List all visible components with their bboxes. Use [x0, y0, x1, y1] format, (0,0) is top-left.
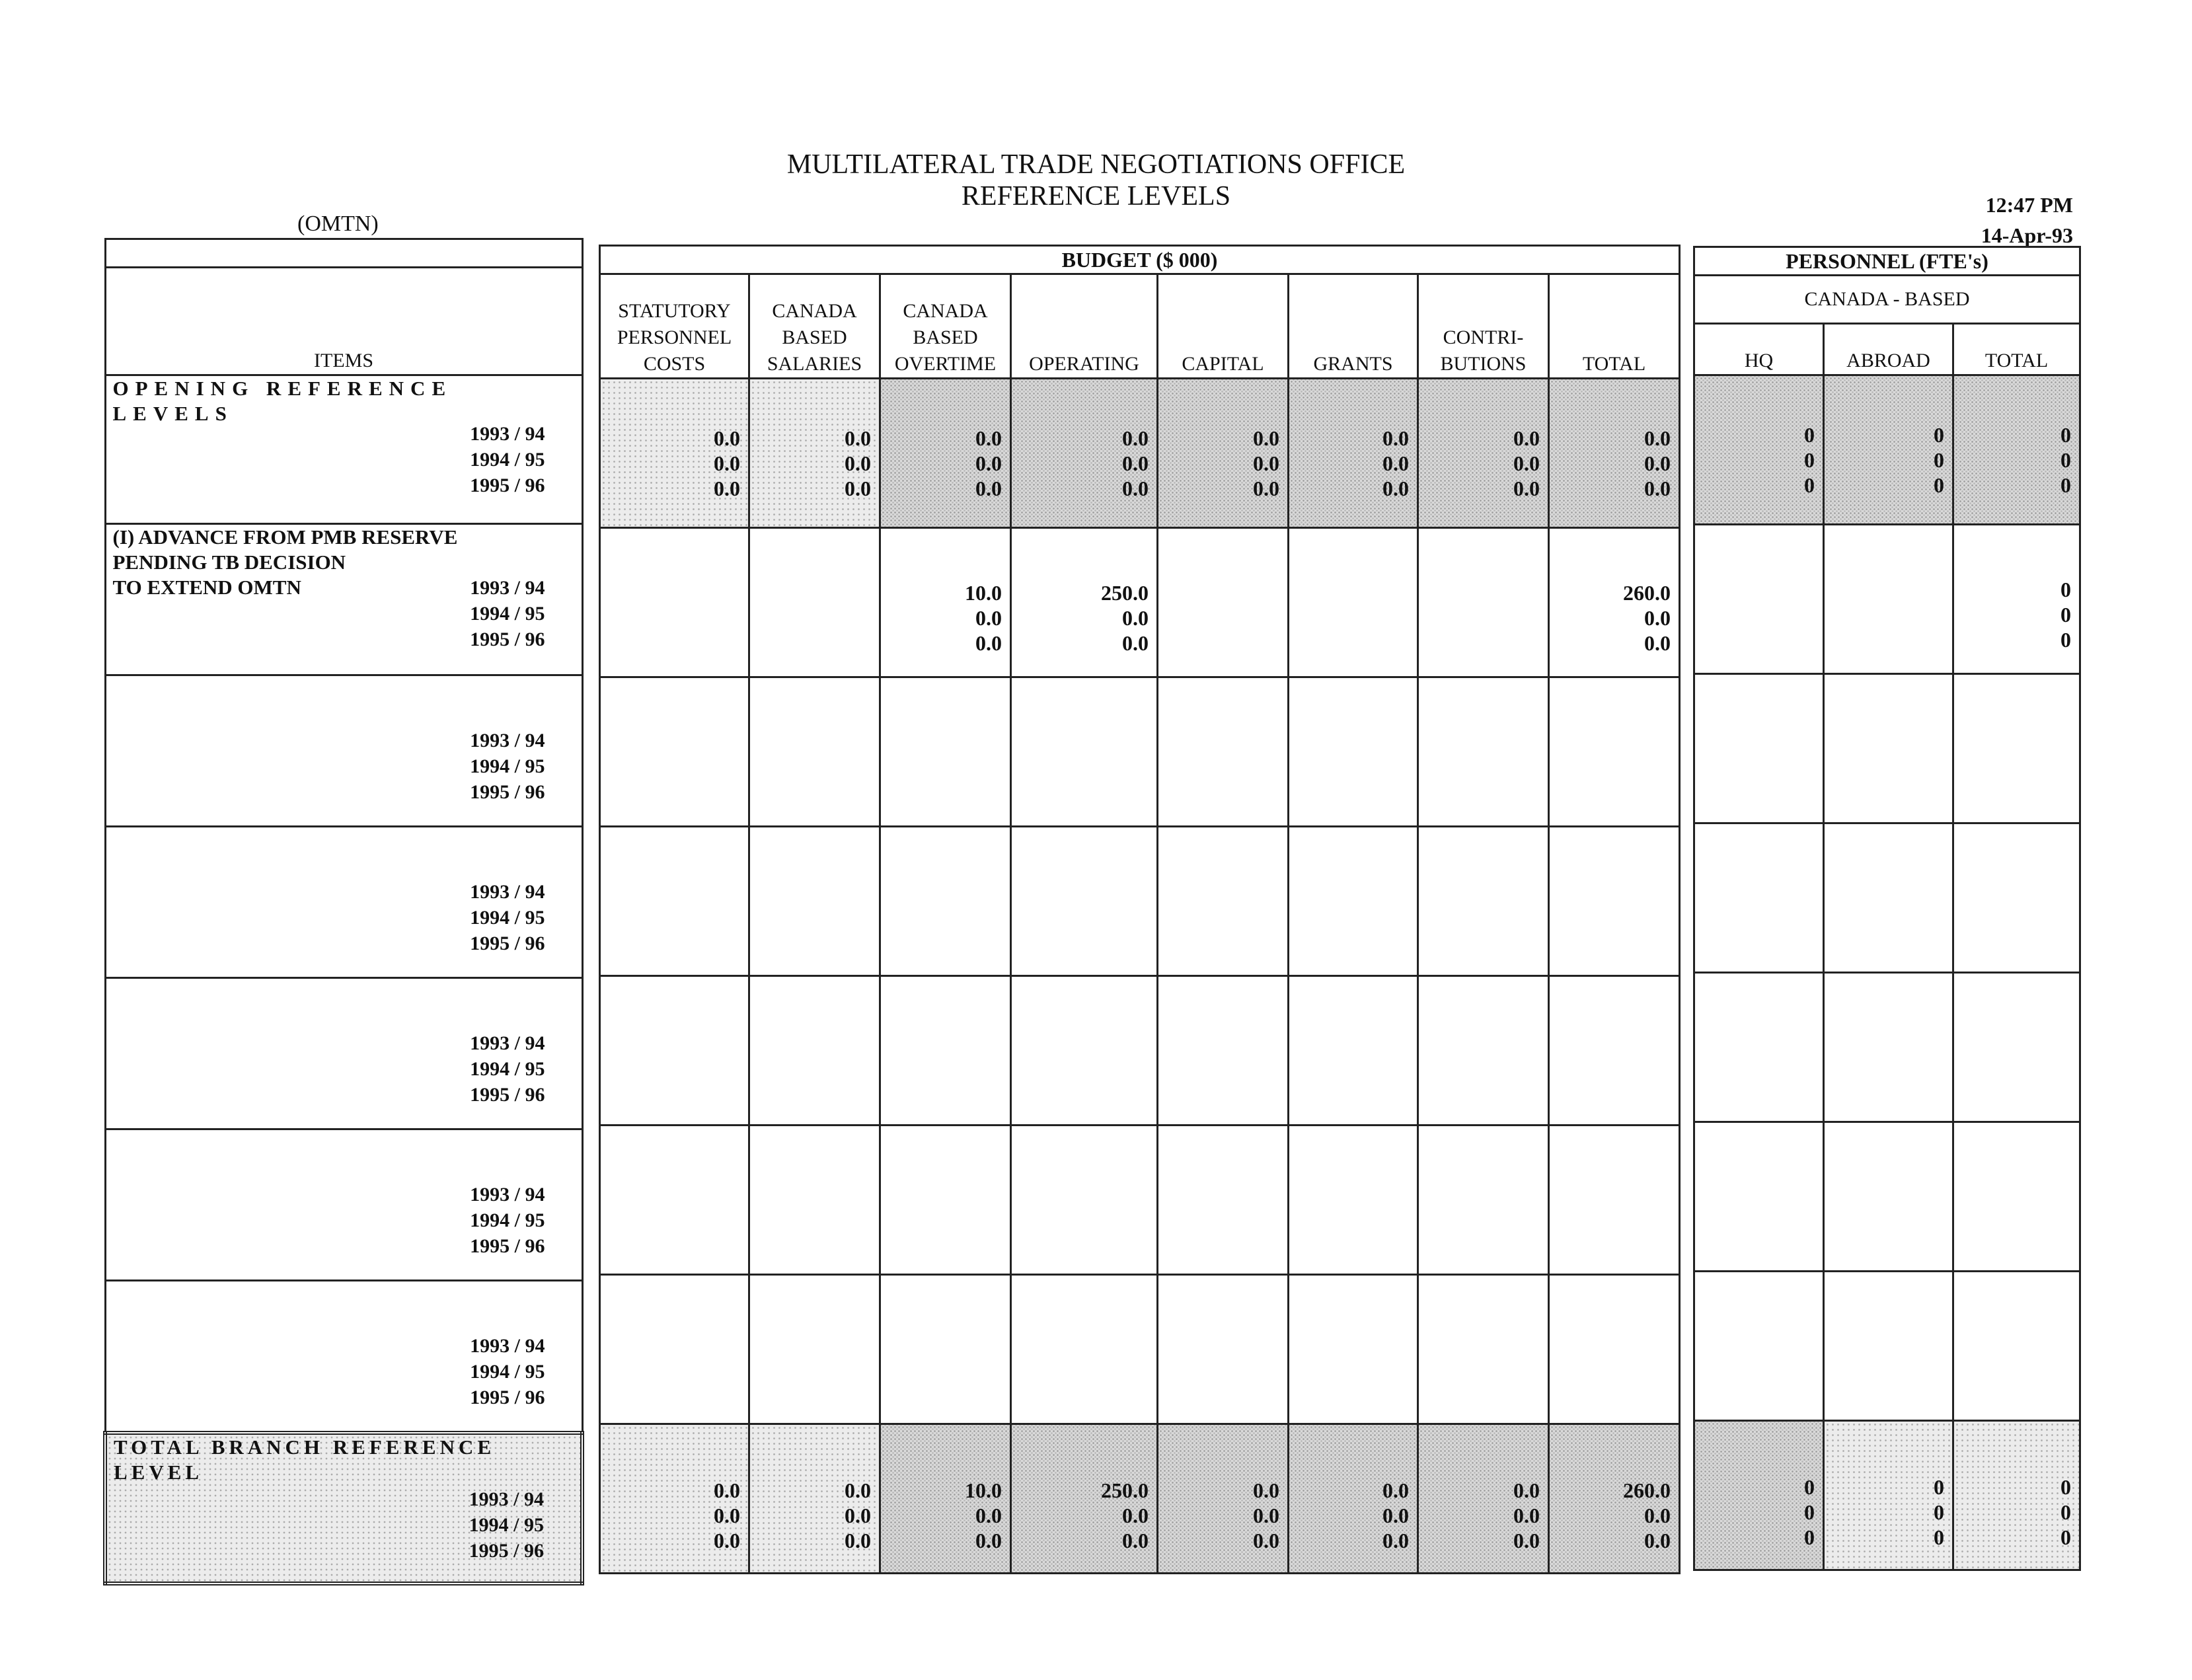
total-personnel-row	[1694, 1421, 2080, 1570]
year-list: 1993 / 94 1994 / 95 1995 / 96	[470, 1184, 545, 1257]
advance-label-1: (I) ADVANCE FROM PMB RESERVE	[112, 525, 458, 549]
advance-label-3: TO EXTEND OMTN	[112, 576, 301, 599]
print-time: 12:47 PM	[1985, 193, 2073, 217]
empty-row	[600, 976, 1680, 1126]
opening-row	[600, 379, 1680, 528]
col-hq: HQ	[1694, 324, 1824, 375]
advance-row	[600, 528, 1680, 677]
empty-row	[600, 827, 1680, 976]
items-table	[103, 238, 584, 1585]
col-budget-total: TOTAL	[1549, 274, 1680, 379]
opening-label: OPENING REFERENCE LEVELS	[112, 377, 453, 425]
col-grants: GRANTS	[1289, 274, 1418, 379]
empty-items-cell	[105, 827, 582, 978]
year-list: 1993 / 94 1994 / 95 1995 / 96	[469, 1488, 544, 1562]
opening-hq: 0 0 0	[1694, 375, 1824, 525]
col-statutory: STATUTORY PERSONNEL COSTS	[600, 274, 749, 379]
opening-grants: 0.0 0.0 0.0	[1289, 379, 1418, 528]
total-hq: 0 0 0	[1694, 1421, 1824, 1570]
empty-row	[1694, 823, 2080, 973]
advance-total: 260.0 0.0 0.0	[1549, 528, 1680, 677]
total-grants: 0.0 0.0 0.0	[1289, 1424, 1418, 1574]
empty-row	[1694, 973, 2080, 1122]
empty-items-cell	[105, 675, 582, 827]
col-capital: CAPITAL	[1158, 274, 1289, 379]
total-total: 260.0 0.0 0.0	[1549, 1424, 1680, 1574]
document-subtitle: REFERENCE LEVELS	[961, 181, 1231, 211]
canada-based-header: CANADA - BASED	[1694, 276, 2080, 324]
opening-statutory: 0.0 0.0 0.0	[600, 379, 749, 528]
year-list: 1993 / 94 1994 / 95 1995 / 96	[470, 423, 545, 496]
year-list: 1993 / 94 1994 / 95 1995 / 96	[470, 1335, 545, 1408]
advance-label-2: PENDING TB DECISION	[112, 551, 346, 574]
col-salaries: CANADA BASED SALARIES	[749, 274, 880, 379]
empty-row	[1694, 1122, 2080, 1272]
opening-salaries: 0.0 0.0 0.0	[749, 379, 880, 528]
empty-row	[600, 1275, 1680, 1424]
advance-items-cell	[105, 524, 582, 675]
col-overtime: CANADA BASED OVERTIME	[880, 274, 1011, 379]
items-header: ITEMS	[105, 268, 582, 375]
empty-items-cell	[105, 1129, 582, 1281]
empty-items-cell	[105, 978, 582, 1129]
advance-personnel-row	[1694, 525, 2080, 674]
col-operating: OPERATING	[1011, 274, 1158, 379]
opening-operating: 0.0 0.0 0.0	[1011, 379, 1158, 528]
opening-total: 0.0 0.0 0.0	[1549, 379, 1680, 528]
advance-overtime: 10.0 0.0 0.0	[880, 528, 1011, 677]
opening-capital: 0.0 0.0 0.0	[1158, 379, 1289, 528]
empty-row	[600, 677, 1680, 827]
empty-row	[600, 1126, 1680, 1275]
col-personnel-total: TOTAL	[1953, 324, 2080, 375]
total-contributions: 0.0 0.0 0.0	[1418, 1424, 1549, 1574]
document-title: MULTILATERAL TRADE NEGOTIATIONS OFFICE	[786, 149, 1406, 180]
year-list: 1993 / 94 1994 / 95 1995 / 96	[470, 881, 545, 954]
personnel-table	[1693, 246, 2081, 1571]
total-row	[600, 1424, 1680, 1574]
total-operating: 250.0 0.0 0.0	[1011, 1424, 1158, 1574]
total-statutory: 0.0 0.0 0.0	[600, 1424, 749, 1574]
total-label: TOTAL BRANCH REFERENCE LEVEL	[114, 1435, 495, 1484]
total-items-cell	[105, 1433, 582, 1584]
org-code: (OMTN)	[297, 211, 379, 236]
col-contributions: CONTRI- BUTIONS	[1418, 274, 1549, 379]
total-abroad: 0 0 0	[1824, 1421, 1953, 1570]
empty-row	[1694, 674, 2080, 823]
empty-items-cell	[105, 1281, 582, 1433]
print-date: 14-Apr-93	[1981, 223, 2073, 247]
budget-table	[599, 245, 1681, 1574]
opening-personnel-row	[1694, 375, 2080, 525]
year-list: 1993 / 94 1994 / 95 1995 / 96	[470, 730, 545, 803]
opening-items-cell	[105, 375, 582, 524]
opening-contributions: 0.0 0.0 0.0	[1418, 379, 1549, 528]
advance-ptotal: 0 0 0	[1953, 525, 2080, 674]
year-list: 1993 / 94 1994 / 95 1995 / 96	[470, 577, 545, 650]
budget-group-header: BUDGET ($ 000)	[600, 246, 1680, 274]
total-overtime: 10.0 0.0 0.0	[880, 1424, 1011, 1574]
total-salaries: 0.0 0.0 0.0	[749, 1424, 880, 1574]
year-list: 1993 / 94 1994 / 95 1995 / 96	[470, 1032, 545, 1106]
empty-row	[1694, 1272, 2080, 1421]
total-capital: 0.0 0.0 0.0	[1158, 1424, 1289, 1574]
opening-overtime: 0.0 0.0 0.0	[880, 379, 1011, 528]
personnel-group-header: PERSONNEL (FTE's)	[1694, 247, 2080, 276]
total-ptotal: 0 0 0	[1953, 1421, 2080, 1570]
opening-ptotal: 0 0 0	[1953, 375, 2080, 525]
opening-abroad: 0 0 0	[1824, 375, 1953, 525]
col-abroad: ABROAD	[1824, 324, 1953, 375]
advance-operating: 250.0 0.0 0.0	[1011, 528, 1158, 677]
